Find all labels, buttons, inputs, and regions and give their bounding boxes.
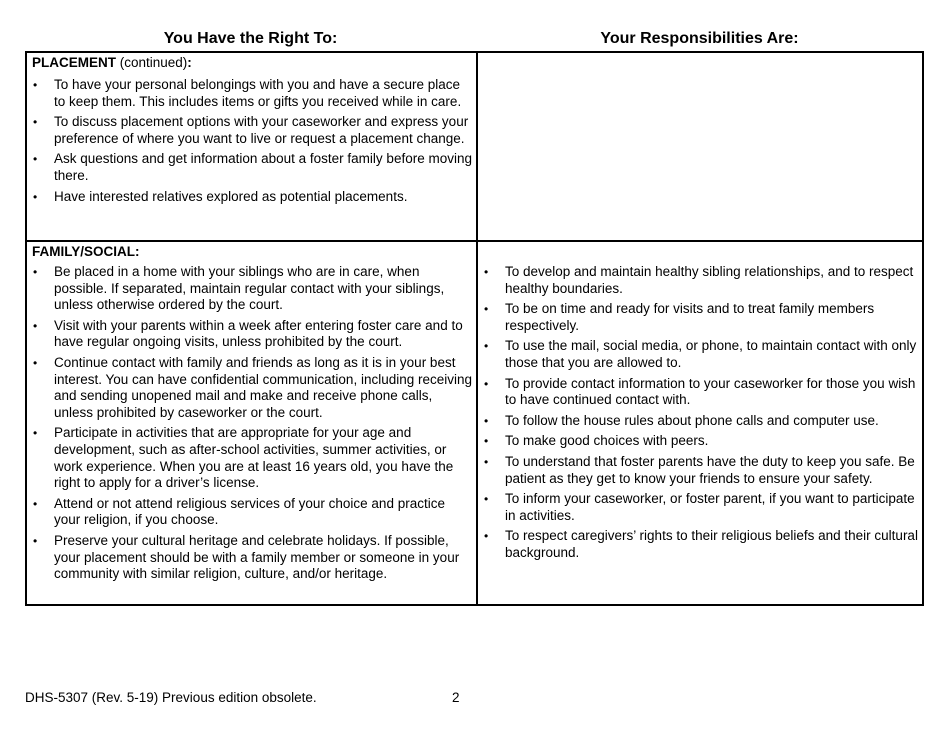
list-item: • To understand that foster parents have the duty to keep you safe. Be patient as they get to know your friends to ensure your safety.: [478, 454, 922, 487]
list-item: • To provide contact information to your caseworker for those you wish to have continued contact with.: [478, 376, 922, 409]
form-identifier: DHS-5307 (Rev. 5-19) Previous edition obsolete.: [25, 690, 317, 705]
placement-responsibilities-cell: [477, 52, 923, 241]
list-item: • To respect caregivers’ rights to their religious beliefs and their cultural background.: [478, 528, 922, 561]
list-item: • To develop and maintain healthy sibling relationships, and to respect healthy boundaries.: [478, 264, 922, 297]
list-item: • Participate in activities that are appropriate for your age and development, such as after-school activities, summer activities, or work experience. When you are at least 16 years old, you have the right to apply for a driver’s license.: [27, 425, 476, 491]
page-number: 2: [452, 690, 460, 705]
family-responsibilities-cell: [477, 241, 923, 605]
placement-rights-list: [27, 77, 476, 205]
list-item: • Attend or not attend religious services of your choice and practice your religion, if you choose.: [27, 496, 476, 529]
list-item: • To have your personal belongings with you and have a secure place to keep them. This includes items or gifts you received while in care.: [27, 77, 476, 110]
placement-rights-cell: [26, 52, 477, 241]
list-item: • Ask questions and get information about a foster family before moving there.: [27, 151, 476, 184]
list-item: • Have interested relatives explored as potential placements.: [27, 189, 476, 206]
list-item: • Visit with your parents within a week after entering foster care and to have regular ongoing visits, unless prohibited by the court.: [27, 318, 476, 351]
list-item: • Preserve your cultural heritage and celebrate holidays. If possible, your placement should be with a family member or someone in your community with similar religion, culture, and/or heritage.: [27, 533, 476, 583]
family-social-row: [26, 241, 923, 605]
placement-section-title: PLACEMENT (continued):: [32, 55, 192, 70]
placement-row: [26, 52, 923, 241]
responsibilities-column-header: Your Responsibilities Are:: [600, 30, 799, 47]
family-rights-list: [27, 264, 476, 583]
list-item: • To follow the house rules about phone calls and computer use.: [478, 413, 922, 430]
list-item: • Be placed in a home with your siblings who are in care, when possible. If separated, maintain regular contact with your siblings, unless otherwise ordered by the court.: [27, 264, 476, 314]
list-item: • To use the mail, social media, or phone, to maintain contact with only those that you are allowed to.: [478, 338, 922, 371]
list-item: • To make good choices with peers.: [478, 433, 922, 450]
rights-column-header: You Have the Right To:: [163, 30, 338, 47]
family-responsibilities-list: [478, 264, 922, 562]
rights-responsibilities-table: [25, 51, 924, 606]
list-item: • To inform your caseworker, or foster parent, if you want to participate in activities.: [478, 491, 922, 524]
list-item: • Continue contact with family and friends as long as it is in your best interest. You can have confidential communication, including receiving and sending unopened mail and make and receive phone calls, unless prohibited by caseworker or the court.: [27, 355, 476, 421]
list-item: • To be on time and ready for visits and to treat family members respectively.: [478, 301, 922, 334]
family-section-title: FAMILY/SOCIAL:: [32, 244, 140, 259]
family-rights-cell: [26, 241, 477, 605]
list-item: • To discuss placement options with your caseworker and express your preference of where you want to live or request a placement change.: [27, 114, 476, 147]
